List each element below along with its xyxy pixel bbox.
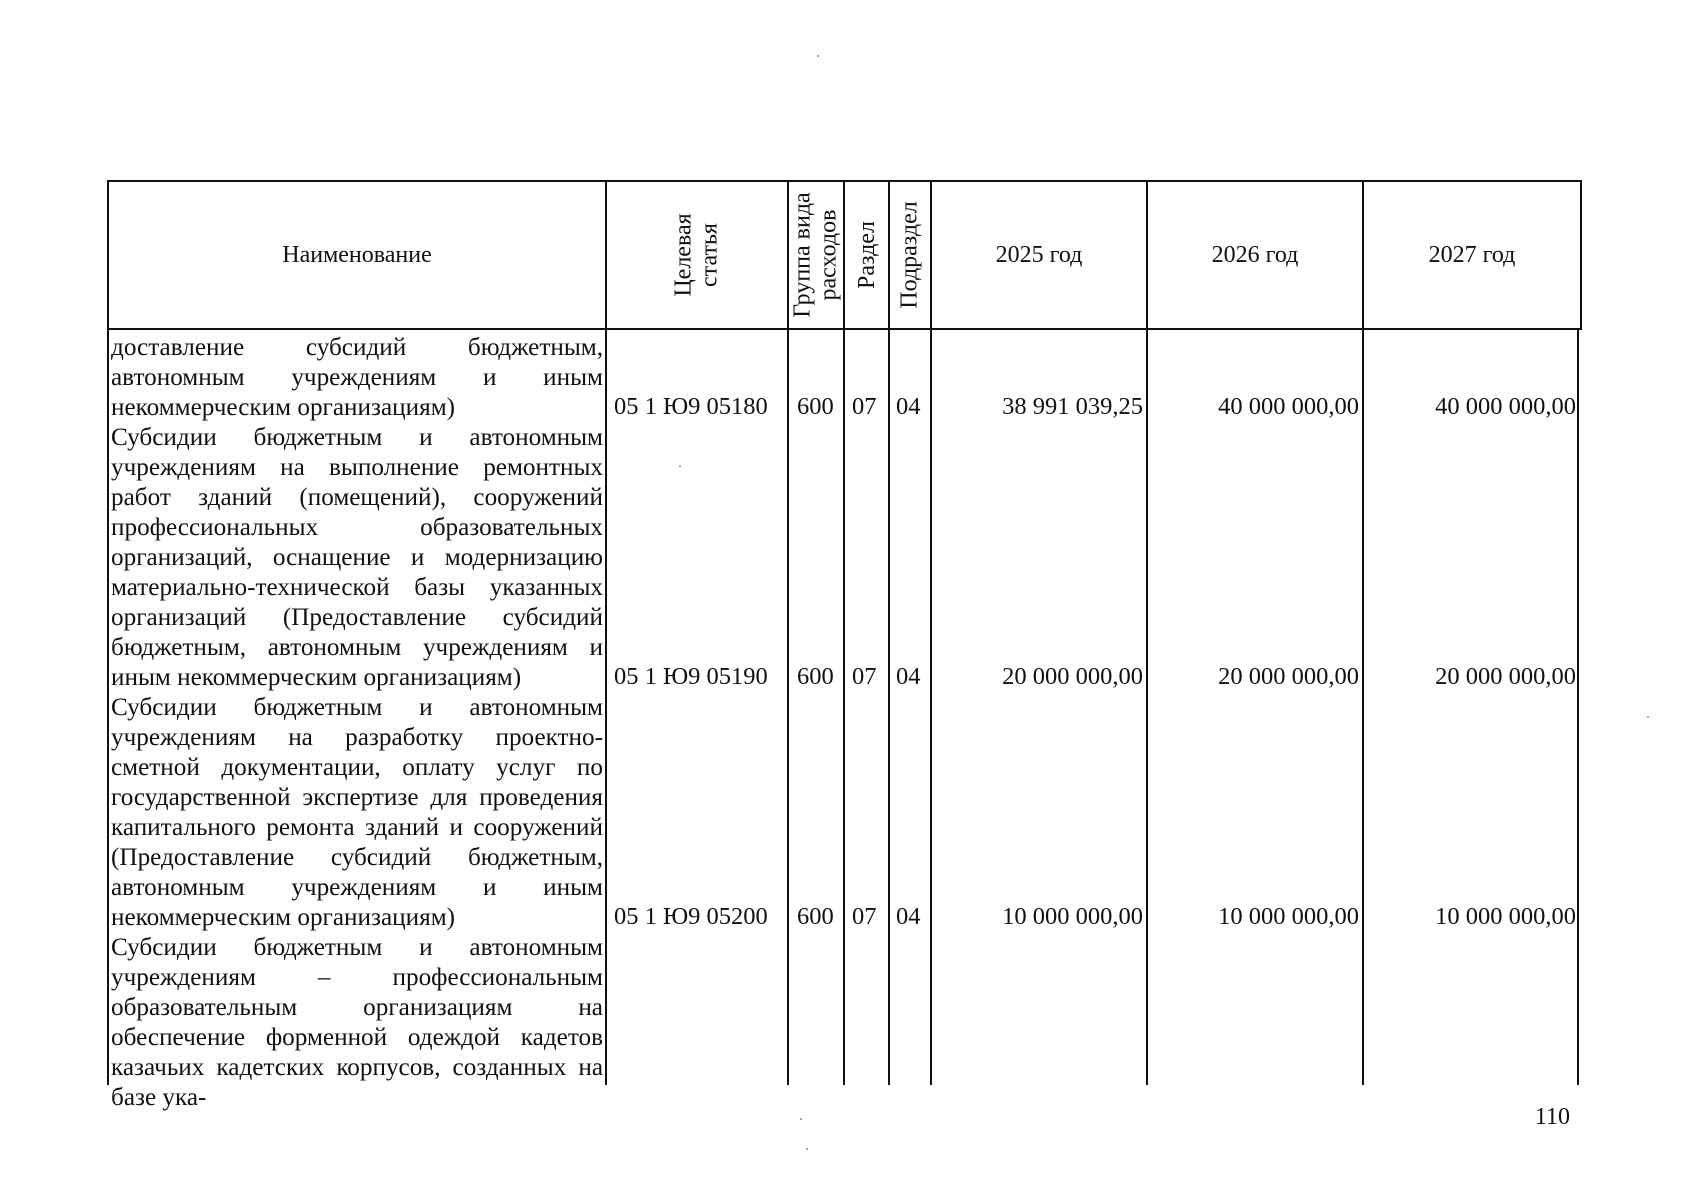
scan-speck xyxy=(800,1118,802,1120)
header-year-2025-text: 2025 год xyxy=(995,242,1083,268)
header-year-2027 xyxy=(1364,182,1580,328)
row-name: Субсидии бюджетным и автономным учреждениям на разработку проектно-сметной документации, оплату услуг по государственной экспертизе для проведения капитального ремонта зданий и сооружений (Предоставление субсидий бюджетным, автономным учреждениям и иным некоммерческим организациям) xyxy=(111,694,603,931)
row-value-2027: 20 000 000,00 xyxy=(1435,663,1576,690)
row-name: доставление субсидий бюджетным, автономным учреждениям и иным некоммерческим организациям) xyxy=(111,334,603,421)
page-number: 110 xyxy=(1534,1104,1570,1130)
header-target-article xyxy=(607,182,787,328)
row-value-2026: 10 000 000,00 xyxy=(1218,903,1359,930)
header-name xyxy=(109,182,605,328)
header-section-text: Раздел xyxy=(853,221,880,289)
header-target-article-line2: статья xyxy=(696,223,723,287)
header-expense-group-line1: Группа вида xyxy=(790,192,816,318)
budget-table xyxy=(107,180,1582,1111)
row-value-2027: 10 000 000,00 xyxy=(1435,903,1576,930)
header-year-2027-text: 2027 год xyxy=(1428,242,1516,268)
row-expense-group: 600 xyxy=(797,663,834,690)
header-expense-group-line2: расходов xyxy=(816,209,842,301)
row-value-2025: 20 000 000,00 xyxy=(1002,663,1143,690)
row-target-article: 05 1 Ю9 05180 xyxy=(614,393,768,420)
header-name-text: Наименование xyxy=(282,242,432,268)
row-target-article: 05 1 Ю9 05200 xyxy=(614,903,768,930)
row-section: 07 xyxy=(852,663,877,690)
row-value-2026: 40 000 000,00 xyxy=(1218,393,1359,420)
row-subsection: 04 xyxy=(896,663,921,690)
row-value-2025: 10 000 000,00 xyxy=(1002,903,1143,930)
header-subsection xyxy=(890,182,930,328)
header-year-2026-text: 2026 год xyxy=(1211,242,1299,268)
row-subsection: 04 xyxy=(896,393,921,420)
scan-speck xyxy=(1647,716,1649,718)
header-subsection-text: Подраздел xyxy=(897,201,924,309)
row-expense-group: 600 xyxy=(797,903,834,930)
row-value-2026: 20 000 000,00 xyxy=(1218,663,1359,690)
row-target-article: 05 1 Ю9 05190 xyxy=(614,663,768,690)
scan-speck xyxy=(679,465,681,467)
row-name: Субсидии бюджетным и автономным учреждениям – профессиональным образовательным организациям на обеспечение форменной одеждой кадетов казачьих кадетских корпусов, созданных на базе ука- xyxy=(111,934,603,1111)
row-expense-group: 600 xyxy=(797,393,834,420)
row-value-2027: 40 000 000,00 xyxy=(1435,393,1576,420)
col-border-right-body xyxy=(1577,328,1579,1085)
header-year-2025 xyxy=(932,182,1146,328)
scan-speck xyxy=(817,55,819,57)
header-year-2026 xyxy=(1148,182,1362,328)
row-name: Субсидии бюджетным и автономным учреждениям на выполнение ремонтных работ зданий (помещений), сооружений профессиональных образовательных организаций, оснащение и модернизацию материально-технической базы указанных организаций (Предоставление субсидий бюджетным, автономным учреждениям и иным некоммерческим организациям) xyxy=(111,424,603,691)
scan-speck xyxy=(806,1148,808,1150)
name-column xyxy=(111,333,603,1113)
row-value-2025: 38 991 039,25 xyxy=(1002,393,1143,420)
col-border-right xyxy=(1580,180,1582,328)
row-section: 07 xyxy=(852,393,877,420)
header-target-article-line1: Целевая xyxy=(670,213,697,297)
row-subsection: 04 xyxy=(896,903,921,930)
row-section: 07 xyxy=(852,903,877,930)
header-expense-group xyxy=(789,182,843,328)
header-section xyxy=(845,182,888,328)
